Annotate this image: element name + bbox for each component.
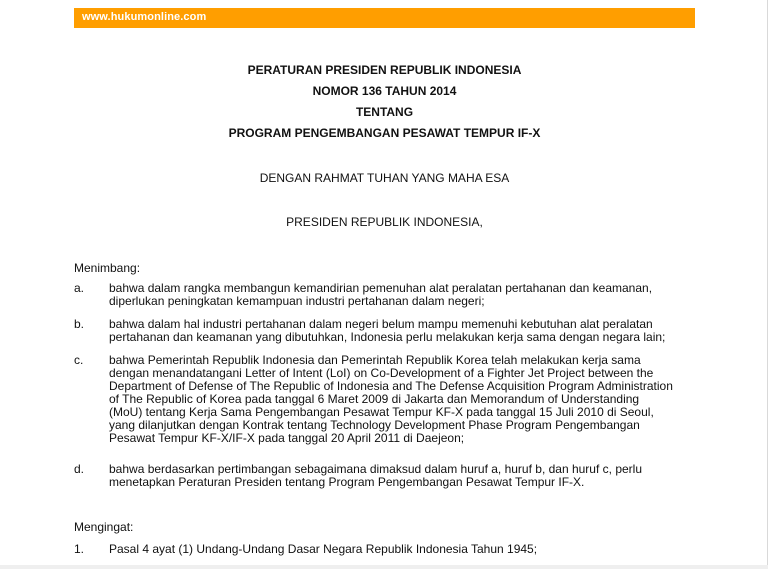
title-line-1: PERATURAN PRESIDEN REPUBLIK INDONESIA xyxy=(247,63,522,77)
item-line: of The Republic of Korea pada tanggal 6 Maret 2009 di Jakarta dan Memorandum of Understanding xyxy=(109,392,640,406)
item-line: pertahanan dan keamanan yang dibutuhkan, Indonesia perlu melakukan kerja sama dengan negara lain; xyxy=(109,330,666,344)
document-title xyxy=(74,60,695,144)
item-marker: a. xyxy=(74,281,85,295)
menimbang-label: Menimbang: xyxy=(74,261,141,275)
menimbang-item-b xyxy=(74,318,695,344)
item-line: bahwa Pemerintah Republik Indonesia dan Pemerintah Republik Korea telah melakukan kerja sama xyxy=(109,353,641,367)
item-marker: 1. xyxy=(74,542,85,556)
item-line: Pesawat Tempur KF-X/IF-X pada tanggal 20 April 2011 di Daejeon; xyxy=(109,431,465,445)
title-line-3: TENTANG xyxy=(355,105,414,119)
item-line: bahwa dalam rangka membangun kemandirian pemenuhan alat peralatan pertahanan dan keamanan, xyxy=(109,281,653,295)
item-marker: c. xyxy=(74,353,84,367)
menimbang-item-c xyxy=(74,354,695,445)
mengingat-label: Mengingat: xyxy=(74,520,134,534)
item-text xyxy=(109,318,695,344)
item-line: bahwa dalam hal industri pertahanan dalam negeri belum mampu memenuhi kebutuhan alat peralatan xyxy=(109,317,653,331)
item-text xyxy=(109,463,695,489)
item-line: (MoU) tentang Kerja Sama Pengembangan Pesawat Tempur KF-X pada tanggal 15 Juli 2010 di Seoul, xyxy=(109,405,654,419)
site-header-bar xyxy=(74,8,695,28)
item-text xyxy=(109,354,695,445)
page-bottom-edge xyxy=(0,565,768,569)
item-line: dengan menandatangani Letter of Intent (LoI) on Co-Development of a Fighter Jet Project between the xyxy=(109,366,654,380)
mengingat-item-1 xyxy=(74,543,695,556)
site-url[interactable]: www.hukumonline.com xyxy=(82,11,207,23)
item-line: menetapkan Peraturan Presiden tentang Program Pengembangan Pesawat Tempur IF-X. xyxy=(109,475,585,489)
item-line: yang dilanjutkan dengan Kontrak tentang Technology Development Phase Program Pengembangan xyxy=(109,418,640,432)
title-line-4: PROGRAM PENGEMBANGAN PESAWAT TEMPUR IF-X xyxy=(228,126,541,140)
menimbang-item-a xyxy=(74,282,695,308)
item-line: Department of Defense of The Republic of Indonesia and The Defense Acquisition Program Administration xyxy=(109,379,673,393)
title-line-2: NOMOR 136 TAHUN 2014 xyxy=(312,84,457,98)
item-marker: d. xyxy=(74,462,85,476)
item-marker: b. xyxy=(74,317,85,331)
president-line: PRESIDEN REPUBLIK INDONESIA, xyxy=(286,215,483,229)
item-text xyxy=(109,282,695,308)
item-line: bahwa berdasarkan pertimbangan sebagaimana dimaksud dalam huruf a, huruf b, dan huruf c, perlu xyxy=(109,462,642,476)
blessing-line: DENGAN RAHMAT TUHAN YANG MAHA ESA xyxy=(259,171,510,185)
item-text xyxy=(109,543,695,556)
item-line: Pasal 4 ayat (1) Undang-Undang Dasar Negara Republik Indonesia Tahun 1945; xyxy=(109,542,538,556)
menimbang-item-d xyxy=(74,463,695,489)
item-line: diperlukan peningkatan kemampuan industri pertahanan dalam negeri; xyxy=(109,294,485,308)
